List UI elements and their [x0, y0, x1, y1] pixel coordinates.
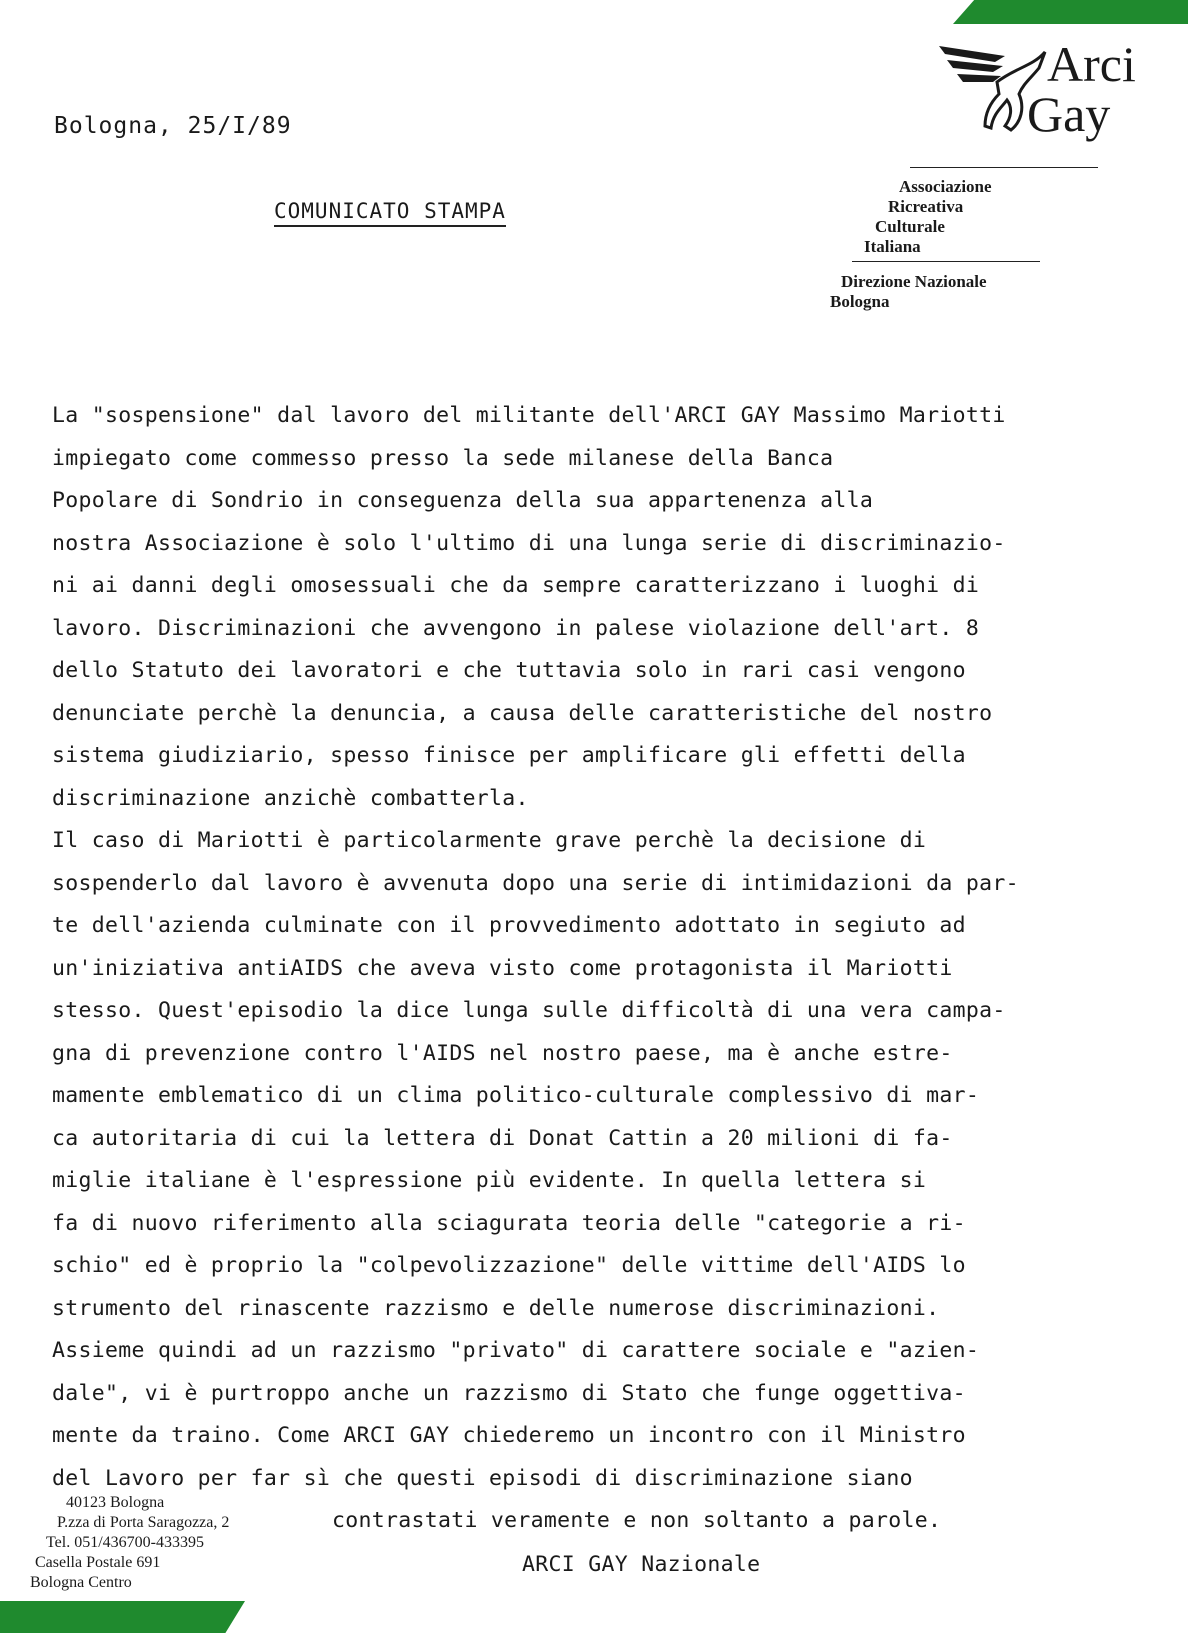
logo-text-gay: Gay — [1027, 86, 1111, 142]
address-line-1: 40123 Bologna — [66, 1494, 165, 1511]
letter-date: Bologna, 25/I/89 — [54, 113, 292, 139]
letter-title: COMUNICATO STAMPA — [274, 199, 506, 227]
logo-divider-bottom — [852, 261, 1040, 262]
org-line-3: Culturale — [875, 217, 945, 236]
org-line-1: Associazione — [899, 177, 992, 196]
address-line-2: P.zza di Porta Saragozza, 2 — [57, 1514, 230, 1531]
logo-divider-top — [910, 167, 1098, 168]
press-release-body: La "sospensione" dal lavoro del militante dell'ARCI GAY Massimo Mariotti impiegato come commesso presso la sede milanese della Banca Popolare di Sondrio in conseguenza della sua appartenenza alla nostra Associazione è solo l'ultimo di una lunga serie di discriminazio- ni ai danni degli omosessuali che da sempre caratterizzano i luoghi di lavoro. Discriminazioni che avvengono in palese violazione dell'art. 8 dello Statuto dei lavoratori e che tuttavia solo in rari casi vengono denunciate perchè la denuncia, a causa delle caratteristiche del nostro sistema giudiziario, spesso finisce per amplificare gli effetti della discriminazione anzichè combatterla. Il caso di Mariotti è particolarmente grave perchè la decisione di sospenderlo dal lavoro è avvenuta dopo una serie di intimidazioni da par- te dell'azienda culminate con il provvedimento adottato in segiuto ad un'iniziativa antiAIDS che aveva visto come protagonista il Mariotti stesso. Quest'episodio la dice lunga sulle difficoltà di una vera campa- gna di prevenzione contro l'AIDS nel nostro paese, ma è anche estre- mamente emblematico di un clima politico-culturale complessivo di mar- ca autoritaria di cui la lettera di Donat Cattin a 20 milioni di fa- miglie italiane è l'espressione più evidente. In quella lettera si fa di nuovo riferimento alla sciagurata teoria delle "categorie a ri- schio" ed è proprio la "colpevolizzazione" delle vittime dell'AIDS lo strumento del rinascente razzismo e delle numerose discriminazioni. Assieme quindi ad un razzismo "privato" di carattere sociale e "azien- dale", vi è purtroppo anche un razzismo di Stato che funge oggettiva- mente da traino. Come ARCI GAY chiederemo un incontro con il Ministro del Lavoro per far sì che questi episodi di discriminazione siano — [52, 403, 1019, 1491]
office-line-1: Direzione Nazionale — [841, 272, 987, 291]
signature: ARCI GAY Nazionale — [522, 1552, 761, 1577]
address-line-3: Tel. 051/436700-433395 — [46, 1534, 204, 1551]
address-block — [30, 1493, 229, 1593]
green-corner-band-top — [953, 0, 1188, 24]
address-line-4: Casella Postale 691 — [35, 1554, 161, 1571]
office-line-2: Bologna — [830, 292, 890, 311]
logo-text-arci: Arci — [1047, 36, 1136, 92]
green-corner-band-bottom — [0, 1601, 245, 1633]
org-line-2: Ricreativa — [888, 197, 964, 216]
address-line-5: Bologna Centro — [30, 1574, 132, 1591]
press-release-last-line: contrastati veramente e non soltanto a parole. — [332, 1508, 942, 1533]
org-line-4: Italiana — [864, 237, 921, 256]
arci-gay-logo — [935, 38, 1155, 148]
